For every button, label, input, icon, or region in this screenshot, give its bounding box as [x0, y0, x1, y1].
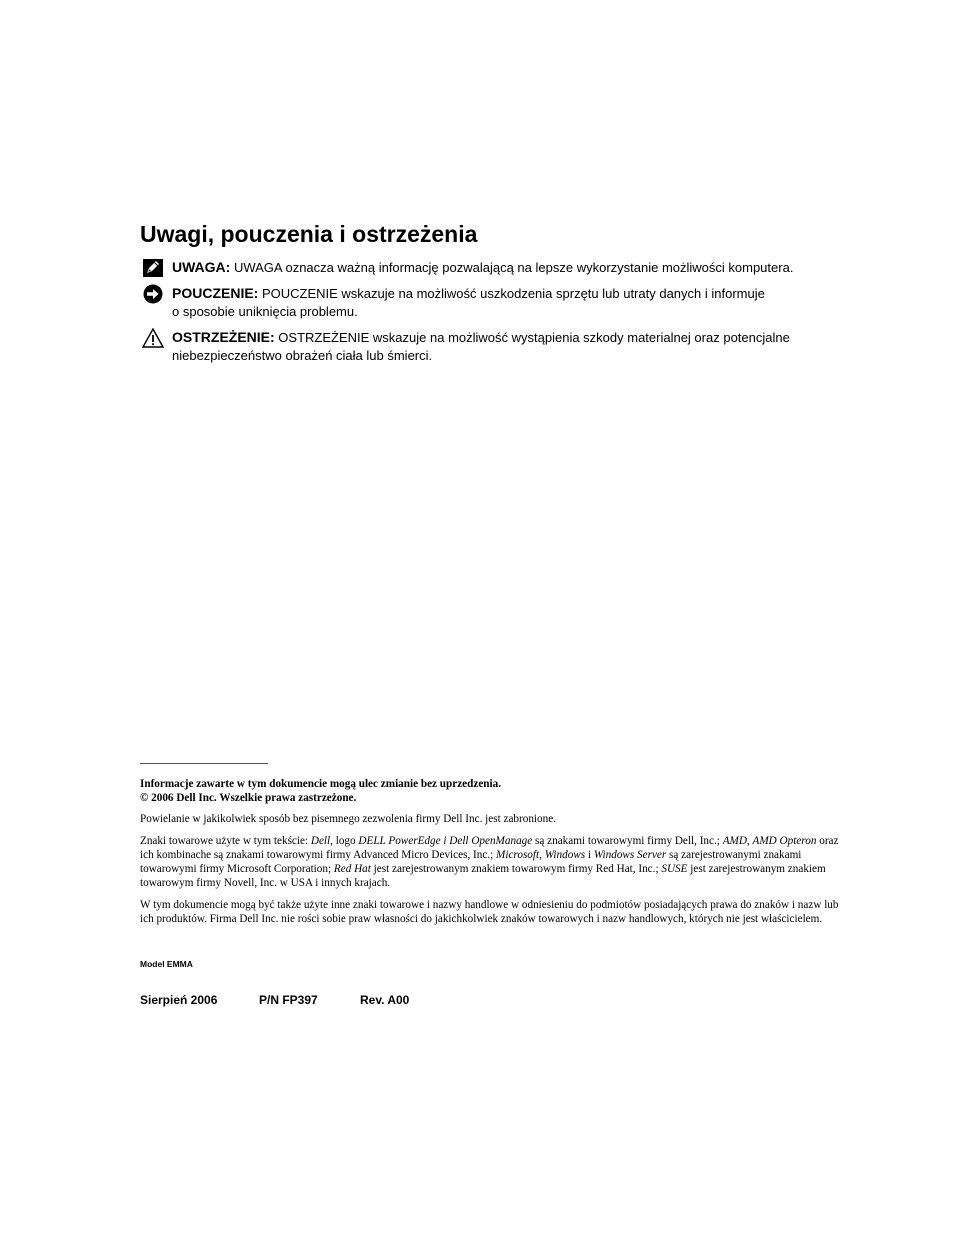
revision: Rev. A00 — [360, 993, 410, 1007]
trademark-notice-block — [140, 834, 845, 890]
note-block — [140, 258, 845, 277]
note-text: UWAGA oznacza ważną informację pozwalającą na lepsze wykorzystanie możliwości komputera. — [233, 260, 794, 275]
other-marks-notice: W tym dokumencie mogą być także użyte inne znaki towarowe i nazwy handlowe w odniesieniu do podmiotów posiadających prawa do znaków i nazw lub ich produktów. Firma Dell Inc. nie rości sobie praw własności do jakichkolwiek znaków towarowych i nazw handlowych, których nie jest właścicielem. — [140, 899, 839, 925]
trademark-notice — [140, 834, 845, 890]
model-number: Model EMMA — [140, 959, 193, 969]
tm-text: są znakami towarowymi firmy Dell, Inc.; — [532, 835, 723, 847]
notice-label: POUCZENIE: — [172, 285, 259, 301]
tm-text: , — [746, 835, 753, 847]
note-label: UWAGA: — [172, 259, 231, 275]
other-marks-block — [140, 898, 845, 926]
notice-text-line1: POUCZENIE wskazuje na możliwość uszkodzenia sprzętu lub utraty danych i informuje — [261, 286, 765, 301]
tm-text: oraz ich kombinache są znakami towarowymi firmy Advanced Micro Devices, Inc.; — [140, 835, 839, 861]
tm-text: jest zarejestrowanym znakiem towarowym firmy Red Hat, Inc.; — [370, 863, 662, 875]
tm-text: Znaki towarowe użyte w tym tekście: — [140, 835, 311, 847]
info-change-notice: Informacje zawarte w tym dokumencie mogą ulec zmianie bez uprzedzenia. — [140, 778, 502, 790]
tm-text: , logo — [330, 835, 359, 847]
copyright-notice: © 2006 Dell Inc. Wszelkie prawa zastrzeżone. — [140, 792, 357, 804]
notice-block — [140, 284, 845, 321]
document-footer — [140, 993, 409, 1008]
tm-name: DELL PowerEdge i Dell OpenManage — [358, 835, 533, 847]
warning-text-line1: OSTRZEŻENIE wskazuje na możliwość wystąpienia szkody materialnej oraz potencjalne — [278, 330, 790, 345]
tm-name: Windows Server — [593, 849, 667, 861]
warning-label: OSTRZEŻENIE: — [172, 329, 275, 345]
notice-arrow-icon — [142, 284, 164, 304]
tm-name: Windows — [544, 849, 586, 861]
page-title: Uwagi, pouczenia i ostrzeżenia — [140, 221, 478, 247]
tm-name: Microsoft — [496, 849, 540, 861]
tm-name: Dell — [310, 835, 331, 847]
tm-name: AMD Opteron — [752, 835, 817, 847]
warning-text-line2: niebezpieczeństwo obrażeń ciała lub śmierci. — [172, 348, 433, 363]
tm-name: Red Hat — [333, 863, 371, 875]
tm-text: jest zarejestrowanym znakiem towarowym firmy Novell, Inc. w USA i innych krajach. — [140, 863, 826, 889]
publication-date: Sierpień 2006 — [140, 993, 218, 1007]
notice-text-line2: o sposobie uniknięcia problemu. — [172, 304, 358, 319]
part-number: P/N FP397 — [259, 993, 318, 1007]
tm-text: , — [539, 849, 545, 861]
document-page — [140, 0, 845, 1235]
footnote-divider — [140, 763, 268, 764]
tm-name: SUSE — [661, 863, 688, 875]
tm-text: są zarejestrowanymi znakami towarowymi firmy Microsoft Corporation; — [140, 849, 802, 875]
warning-block — [140, 328, 845, 365]
reproduction-notice-block — [140, 812, 845, 826]
disclaimer-block — [140, 777, 845, 805]
reproduction-notice: Powielanie w jakikolwiek sposób bez pisemnego zezwolenia firmy Dell Inc. jest zabronione. — [140, 813, 556, 825]
tm-name: AMD — [722, 835, 747, 847]
tm-text: i — [585, 849, 594, 861]
warning-triangle-icon — [142, 328, 164, 348]
note-pencil-icon — [142, 258, 164, 278]
